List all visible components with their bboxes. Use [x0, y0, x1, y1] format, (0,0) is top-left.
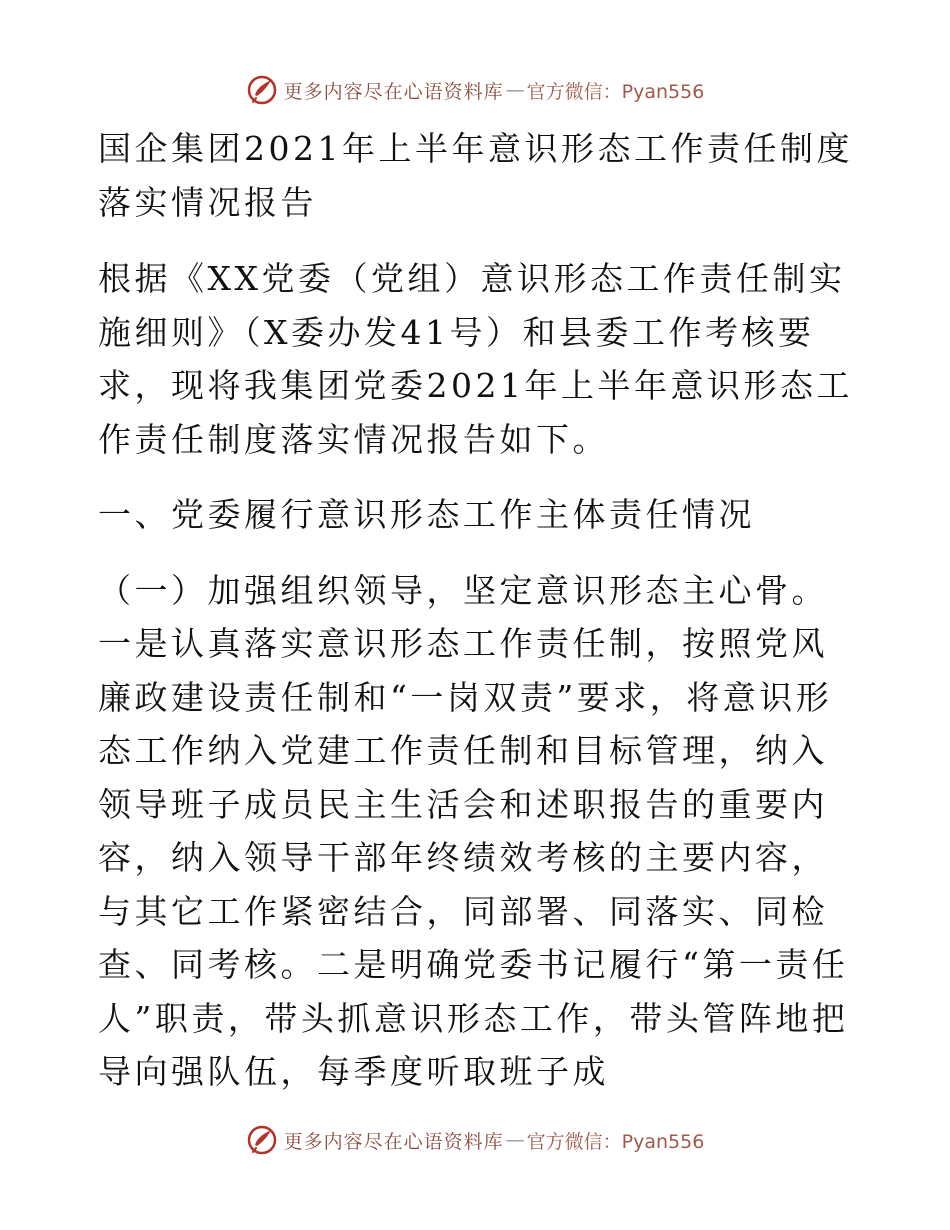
watermark-contact: 官方微信：Pyan556	[526, 1130, 705, 1153]
watermark-logo-icon	[246, 1124, 278, 1156]
intro-paragraph: 根据《XX党委（党组）意识形态工作责任制实施细则》（X委办发41号）和县委工作考核要求，现将我集团党委2021年上半年意识形态工作责任制度落实情况报告如下。	[98, 259, 853, 459]
watermark-separator: —	[505, 1129, 525, 1151]
watermark-separator: —	[505, 79, 525, 101]
section-heading: 一、党委履行意识形态工作主体责任情况	[98, 495, 755, 534]
watermark-text: 更多内容尽在心语资料库	[283, 1130, 504, 1153]
watermark-contact: 官方微信：Pyan556	[526, 80, 705, 103]
footer-watermark	[0, 1120, 950, 1160]
watermark-logo-icon	[246, 74, 278, 106]
header-watermark	[0, 70, 950, 110]
body-paragraph: （一）加强组织领导，坚定意识形态主心骨。一是认真落实意识形态工作责任制，按照党风廉政建设责任制和“一岗双责”要求，将意识形态工作纳入党建工作责任制和目标管理，纳入领导班子成员民主生活会和述职报告的重要内容，纳入领导干部年终绩效考核的主要内容，与其它工作紧密结合，同部署、同落实、同检查、同考核。二是明确党委书记履行“第一责任人”职责，带头抓意识形态工作，带头管阵地把导向强队伍，每季度听取班子成	[98, 570, 849, 1091]
document-title: 国企集团2021年上半年意识形态工作责任制度落实情况报告	[98, 129, 853, 222]
document-body	[98, 122, 858, 1099]
watermark-text: 更多内容尽在心语资料库	[283, 80, 504, 103]
